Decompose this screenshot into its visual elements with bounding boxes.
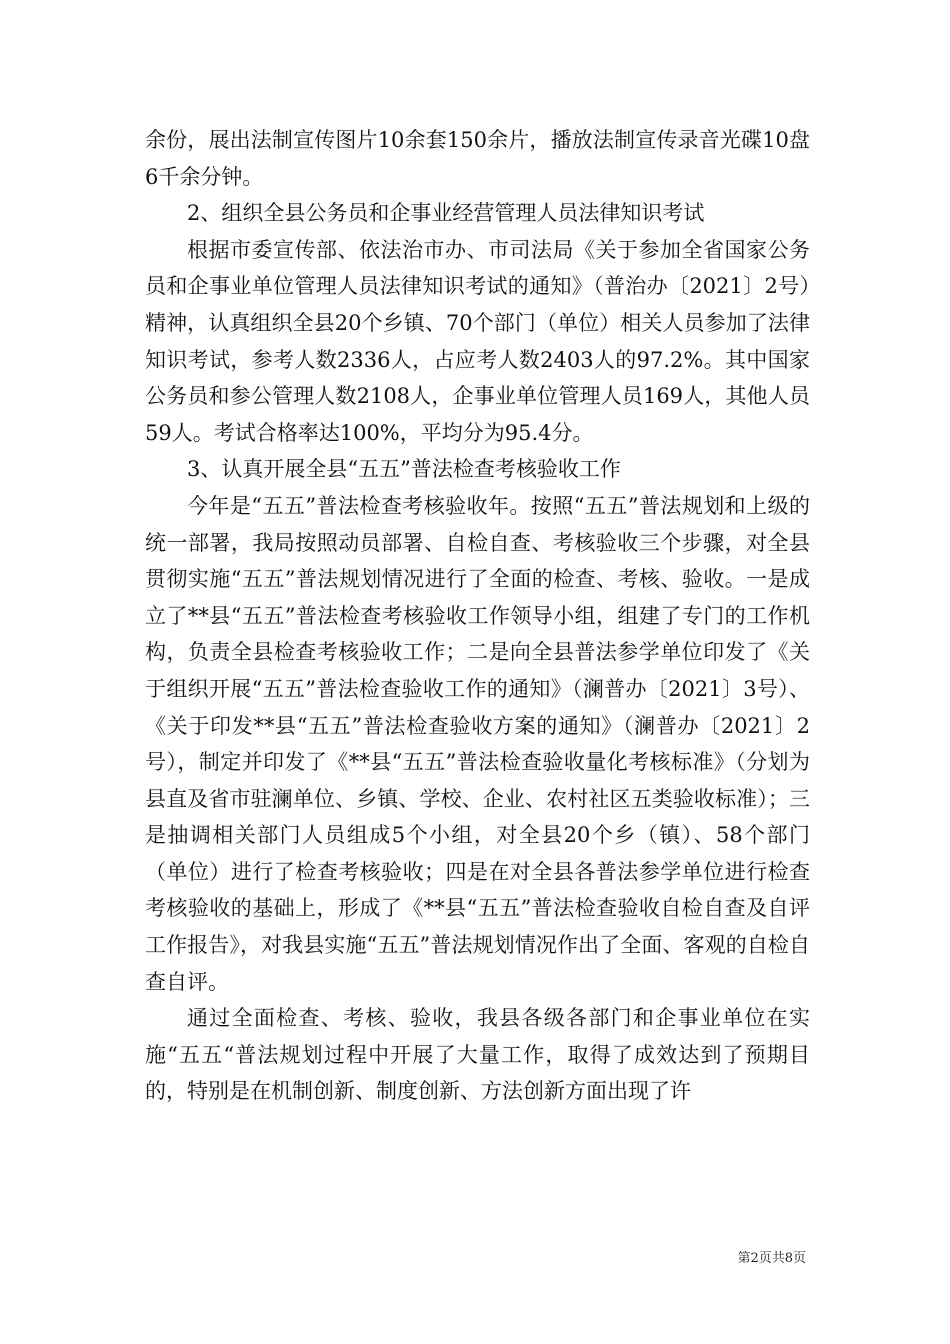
page-number-footer: 第2页共8页	[737, 1251, 806, 1266]
section-heading-exam: 2、组织全县公务员和企事业经营管理人员法律知识考试	[187, 201, 705, 226]
paragraph-continuation: 余份，展出法制宣传图片10余套150余片，播放法制宣传录音光碟10盘6千余分钟。	[145, 128, 810, 189]
document-body	[145, 122, 810, 1110]
paragraph-inspection-details: 今年是“五五”普法检查考核验收年。按照“五五”普法规划和上级的统一部署，我局按照动员部署、自检自查、考核验收三个步骤，对全县贯彻实施“五五”普法规划情况进行了全面的检查、考核、验收。一是成立了**县“五五”普法检查考核验收工作领导小组，组建了专门的工作机构，负责全县检查考核验收工作；二是向全县普法参学单位印发了《关于组织开展“五五”普法检查验收工作的通知》（澜普办〔2021〕3号）、《关于印发**县“五五”普法检查验收方案的通知》（澜普办〔2021〕2号），制定并印发了《**县“五五”普法检查验收量化考核标准》（分划为县直及省市驻澜单位、乡镇、学校、企业、农村社区五类验收标准）；三是抽调相关部门人员组成5个小组，对全县20个乡（镇）、58个部门（单位）进行了检查考核验收；四是在对全县各普法参学单位进行检查考核验收的基础上，形成了《**县“五五”普法检查验收自检自查及自评工作报告》，对我县实施“五五”普法规划情况作出了全面、客观的自检自查自评。	[145, 493, 810, 994]
paragraph-exam-details: 根据市委宣传部、依法治市办、市司法局《关于参加全省国家公务员和企事业单位管理人员法律知识考试的通知》（普治办〔2021〕2号）精神，认真组织全县20个乡镇、70个部门（单位）相关人员参加了法律知识考试，参考人数2336人，占应考人数2403人的97.2%。其中国家公务员和参公管理人数2108人，企事业单位管理人员169人，其他人员59人。考试合格率达100%，平均分为95.4分。	[145, 237, 810, 445]
paragraph-results: 通过全面检查、考核、验收，我县各级各部门和企事业单位在实施“五五“普法规划过程中开展了大量工作，取得了成效达到了预期目的，特别是在机制创新、制度创新、方法创新方面出现了许	[145, 1006, 810, 1104]
section-heading-inspection: 3、认真开展全县“五五”普法检查考核验收工作	[187, 457, 621, 482]
